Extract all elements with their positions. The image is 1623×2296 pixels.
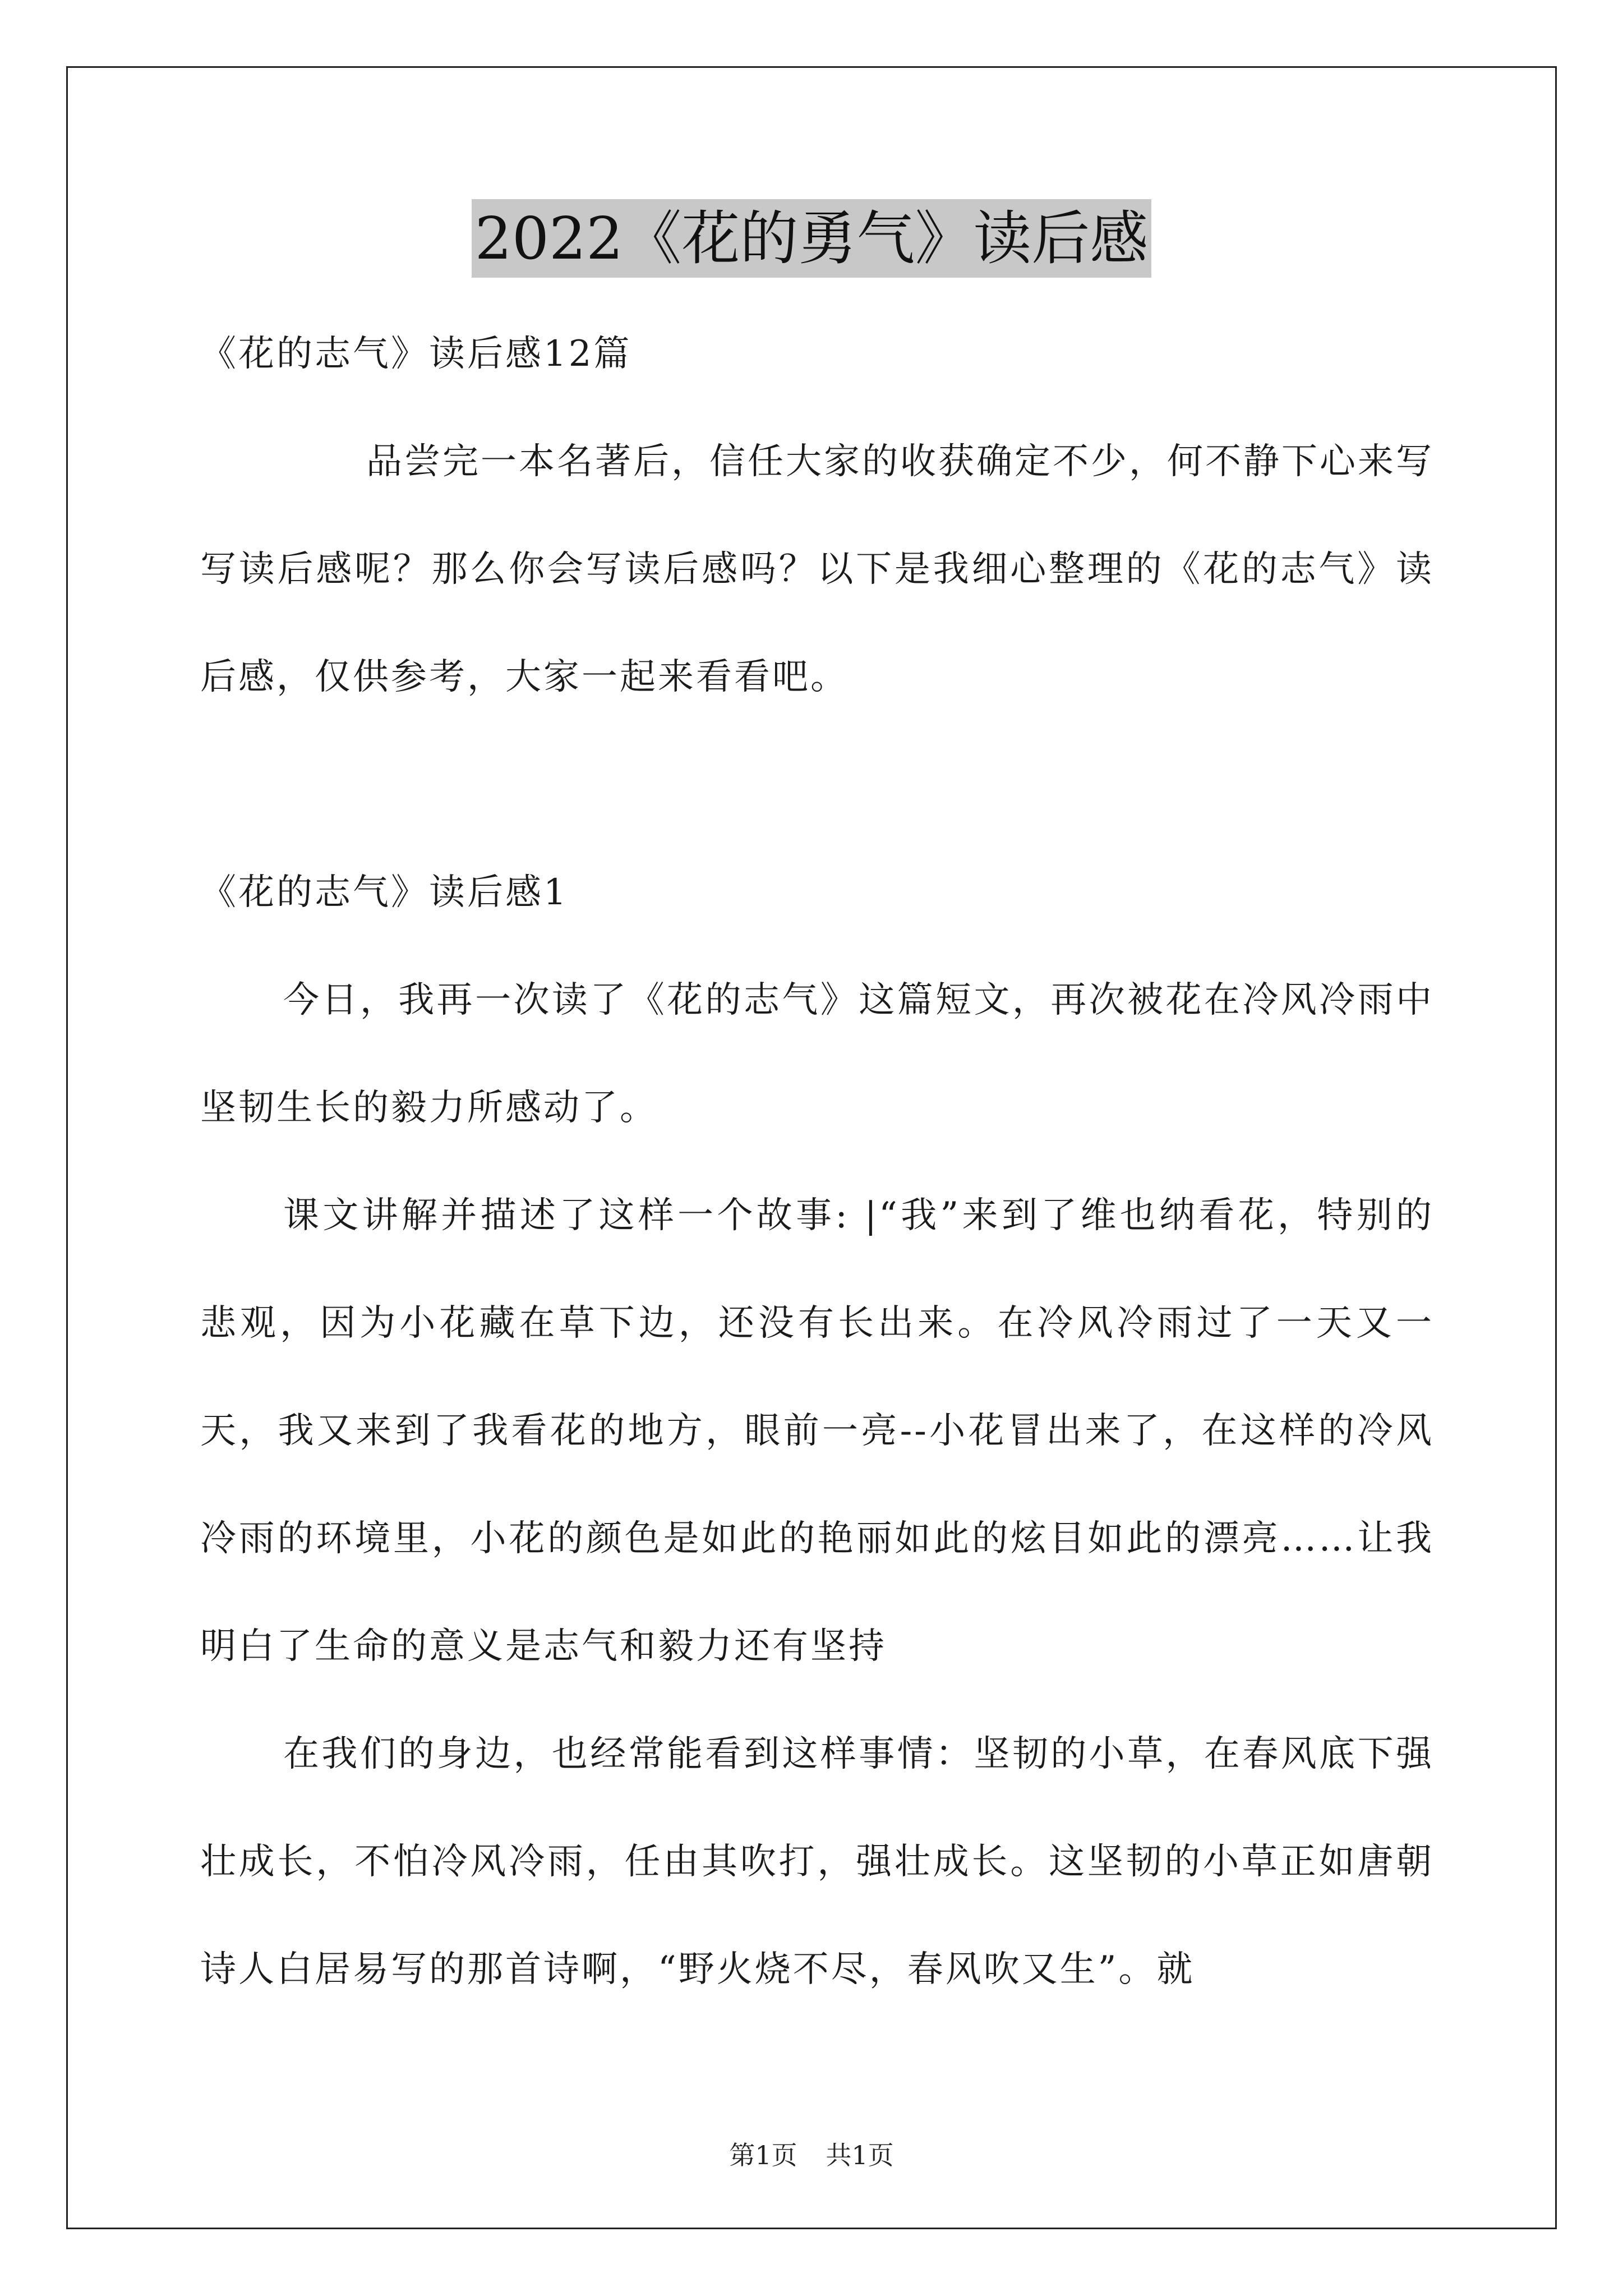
body-paragraph: 今日，我再一次读了《花的志气》这篇短文，再次被花在冷风冷雨中坚韧生长的毅力所感动了。 (200, 979, 1434, 1129)
page-number-total: 共1页 (826, 2140, 894, 2170)
page-number-current: 第1页 (729, 2140, 797, 2170)
body-paragraph: 课文讲解并描述了这样一个故事: |“我”来到了维也纳看花，特别的悲观，因为小花藏在草下边，还没有长出来。在冷风冷雨过了一天又一天，我又来到了我看花的地方，眼前一亮--小花冒出来了，在这样的冷风冷雨的环境里，小花的颜色是如此的艳丽如此的炫目如此的漂亮……让我明白了生命的意义是志气和毅力还有坚持 (200, 1195, 1434, 1667)
document-title: 2022《花的勇气》读后感 (472, 199, 1152, 278)
title-container (0, 199, 1623, 278)
intro-paragraph: 品尝完一本名著后，信任大家的收获确定不少，何不静下心来写写读后感呢？那么你会写读后感吗？以下是我细心整理的《花的志气》读后感，仅供参考，大家一起来看看吧。 (200, 441, 1434, 698)
document-body (200, 300, 1434, 2023)
blank-line (200, 731, 1434, 839)
section-heading: 《花的志气》读后感1 (200, 872, 569, 913)
document-subtitle: 《花的志气》读后感12篇 (200, 333, 632, 375)
page-footer (0, 2135, 1623, 2172)
body-paragraph: 在我们的身边，也经常能看到这样事情：坚韧的小草，在春风底下强壮成长，不怕冷风冷雨，任由其吹打，强壮成长。这坚韧的小草正如唐朝诗人白居易写的那首诗啊，“野火烧不尽，春风吹又生”。就 (200, 1733, 1434, 1990)
